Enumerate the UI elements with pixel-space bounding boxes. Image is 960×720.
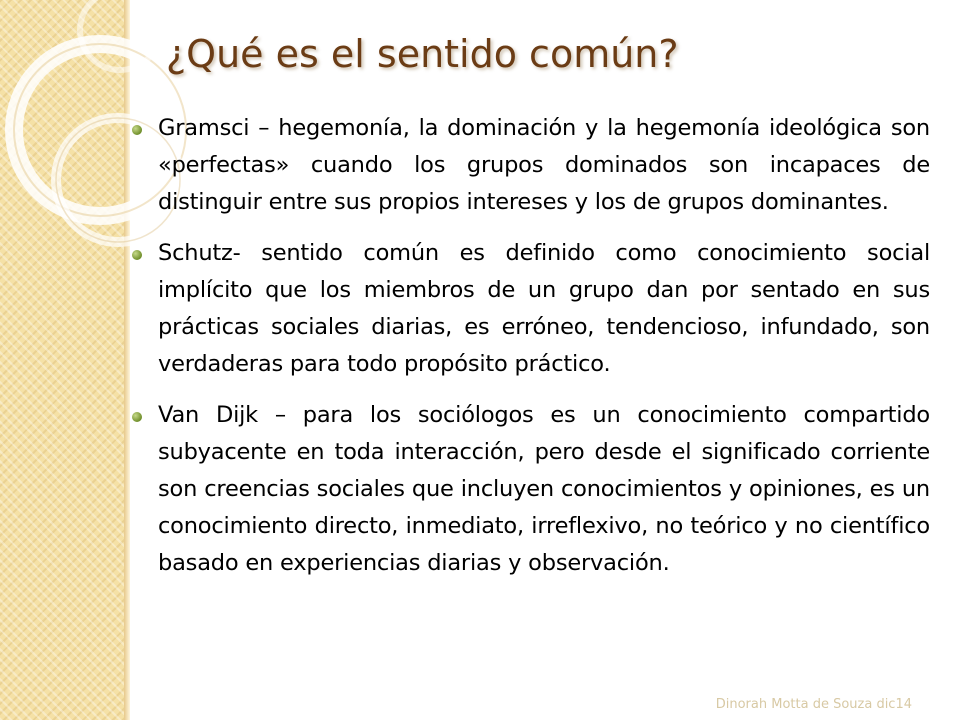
round-bullet-icon: [132, 250, 142, 260]
bullet-text: Schutz- sentido común es definido como conocimiento social implícito que los miembros de un grupo dan por sentado en sus prácticas sociales diarias, es erróneo, tendencioso, infundado, son verdaderas para todo propósito práctico.: [158, 240, 930, 377]
bullet-item-schutz: [130, 235, 930, 383]
slide-footer: Dinorah Motta de Souza dic14: [715, 697, 912, 712]
round-bullet-icon: [132, 412, 142, 422]
bullet-text: Gramsci – hegemonía, la dominación y la hegemonía ideológica son «perfectas» cuando los grupos dominados son incapaces de distinguir entre sus propios intereses y los de grupos dominantes.: [158, 115, 930, 215]
bullet-item-van-dijk: [130, 397, 930, 582]
bullet-text: Van Dijk – para los sociólogos es un conocimiento compartido subyacente en toda interacción, pero desde el significado corriente son creencias sociales que incluyen conocimientos y opiniones, es un conocimiento directo, inmediato, irreflexivo, no teórico y no científico basado en experiencias diarias y observación.: [158, 402, 930, 576]
slide-title: ¿Qué es el sentido común?: [166, 32, 679, 76]
decorative-side-band: [0, 0, 124, 720]
bullet-item-gramsci: [130, 110, 930, 221]
round-bullet-icon: [132, 125, 142, 135]
bullet-list: [130, 110, 930, 596]
